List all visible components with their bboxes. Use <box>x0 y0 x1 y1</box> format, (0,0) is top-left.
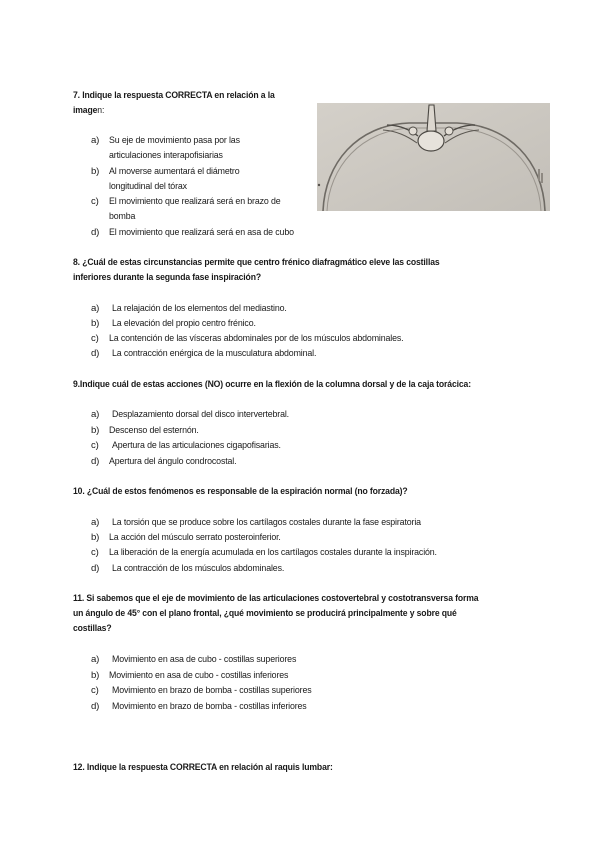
option-text: La relajación de los elementos del mediastino. <box>112 303 287 314</box>
option-letter: b) <box>91 425 100 436</box>
question-12-title: 12. Indique la respuesta CORRECTA en relación al raquis lumbar: <box>73 762 333 773</box>
question-10-title: 10. ¿Cuál de estos fenómenos es responsable de la espiración normal (no forzada)? <box>73 486 408 497</box>
option-text: La contracción de los músculos abdominales. <box>112 563 285 574</box>
option-letter: a) <box>91 135 100 146</box>
option-letter: b) <box>91 318 100 329</box>
option-letter: d) <box>91 456 100 467</box>
option-text-continued: articulaciones interapofisiarias <box>109 150 223 161</box>
option-letter: b) <box>91 532 100 543</box>
option-text: La liberación de la energía acumulada en los cartílagos costales durante la inspiración. <box>109 547 437 558</box>
option-letter: a) <box>91 654 100 665</box>
option-text: El movimiento que realizará será en asa de cubo <box>109 227 294 238</box>
question-8-title-line-2: inferiores durante la segunda fase inspiración? <box>73 272 261 283</box>
option-text: Movimiento en asa de cubo - costillas inferiores <box>109 670 289 681</box>
question-7-title-line-1: 7. Indique la respuesta CORRECTA en relación a la <box>73 90 275 101</box>
option-text-continued: longitudinal del tórax <box>109 181 187 192</box>
option-text: Movimiento en asa de cubo - costillas superiores <box>112 654 297 665</box>
option-text: La acción del músculo serrato posteroinferior. <box>109 532 281 543</box>
option-text: Movimiento en brazo de bomba - costillas superiores <box>112 685 312 696</box>
option-letter: b) <box>91 670 100 681</box>
option-letter: c) <box>91 547 99 558</box>
option-text: El movimiento que realizará será en brazo de <box>109 196 281 207</box>
option-letter: d) <box>91 348 100 359</box>
option-letter: d) <box>91 701 100 712</box>
option-letter: b) <box>91 166 100 177</box>
question-11-title-line-3: costillas? <box>73 623 112 634</box>
option-letter: c) <box>91 440 99 451</box>
option-text: Desplazamiento dorsal del disco intervertebral. <box>112 409 289 420</box>
option-text: La contención de las vísceras abdominales por de los músculos abdominales. <box>109 333 404 344</box>
option-letter: c) <box>91 685 99 696</box>
option-text: Apertura de las articulaciones cigapofisarias. <box>112 440 281 451</box>
question-7-title-line-2 <box>73 104 104 118</box>
question-11-title-line-1: 11. Si sabemos que el eje de movimiento de las articulaciones costovertebral y costotransversa forma <box>73 593 479 604</box>
option-letter: a) <box>91 517 100 528</box>
option-text: La elevación del propio centro frénico. <box>112 318 256 329</box>
question-7-title-line-2-rest: n: <box>97 105 105 116</box>
question-8-title-line-1: 8. ¿Cuál de estas circunstancias permite que centro frénico diafragmático eleve las costillas <box>73 257 440 268</box>
question-11-title-line-2: un ángulo de 45° con el plano frontal, ¿qué movimiento se producirá principalmente y sobre qué <box>73 608 457 619</box>
option-text: Descenso del esternón. <box>109 425 199 436</box>
option-text: Su eje de movimiento pasa por las <box>109 135 240 146</box>
thorax-cross-section-figure <box>317 103 550 211</box>
option-letter: c) <box>91 196 99 207</box>
option-letter: a) <box>91 303 100 314</box>
option-letter: c) <box>91 333 99 344</box>
option-text: Movimiento en brazo de bomba - costillas inferiores <box>112 701 307 712</box>
question-7-title-line-2-bold: image <box>73 105 98 116</box>
option-text-continued: bomba <box>109 211 136 222</box>
option-letter: d) <box>91 227 100 238</box>
option-text: Apertura del ángulo condrocostal. <box>109 456 237 467</box>
option-letter: a) <box>91 409 100 420</box>
question-9-title: 9.Indique cuál de estas acciones (NO) ocurre en la flexión de la columna dorsal y de la caja torácica: <box>73 379 471 390</box>
option-text: La torsión que se produce sobre los cartílagos costales durante la fase espiratoria <box>112 517 421 528</box>
option-text: Al moverse aumentará el diámetro <box>109 166 240 177</box>
option-text: La contracción enérgica de la musculatura abdominal. <box>112 348 317 359</box>
option-letter: d) <box>91 563 100 574</box>
